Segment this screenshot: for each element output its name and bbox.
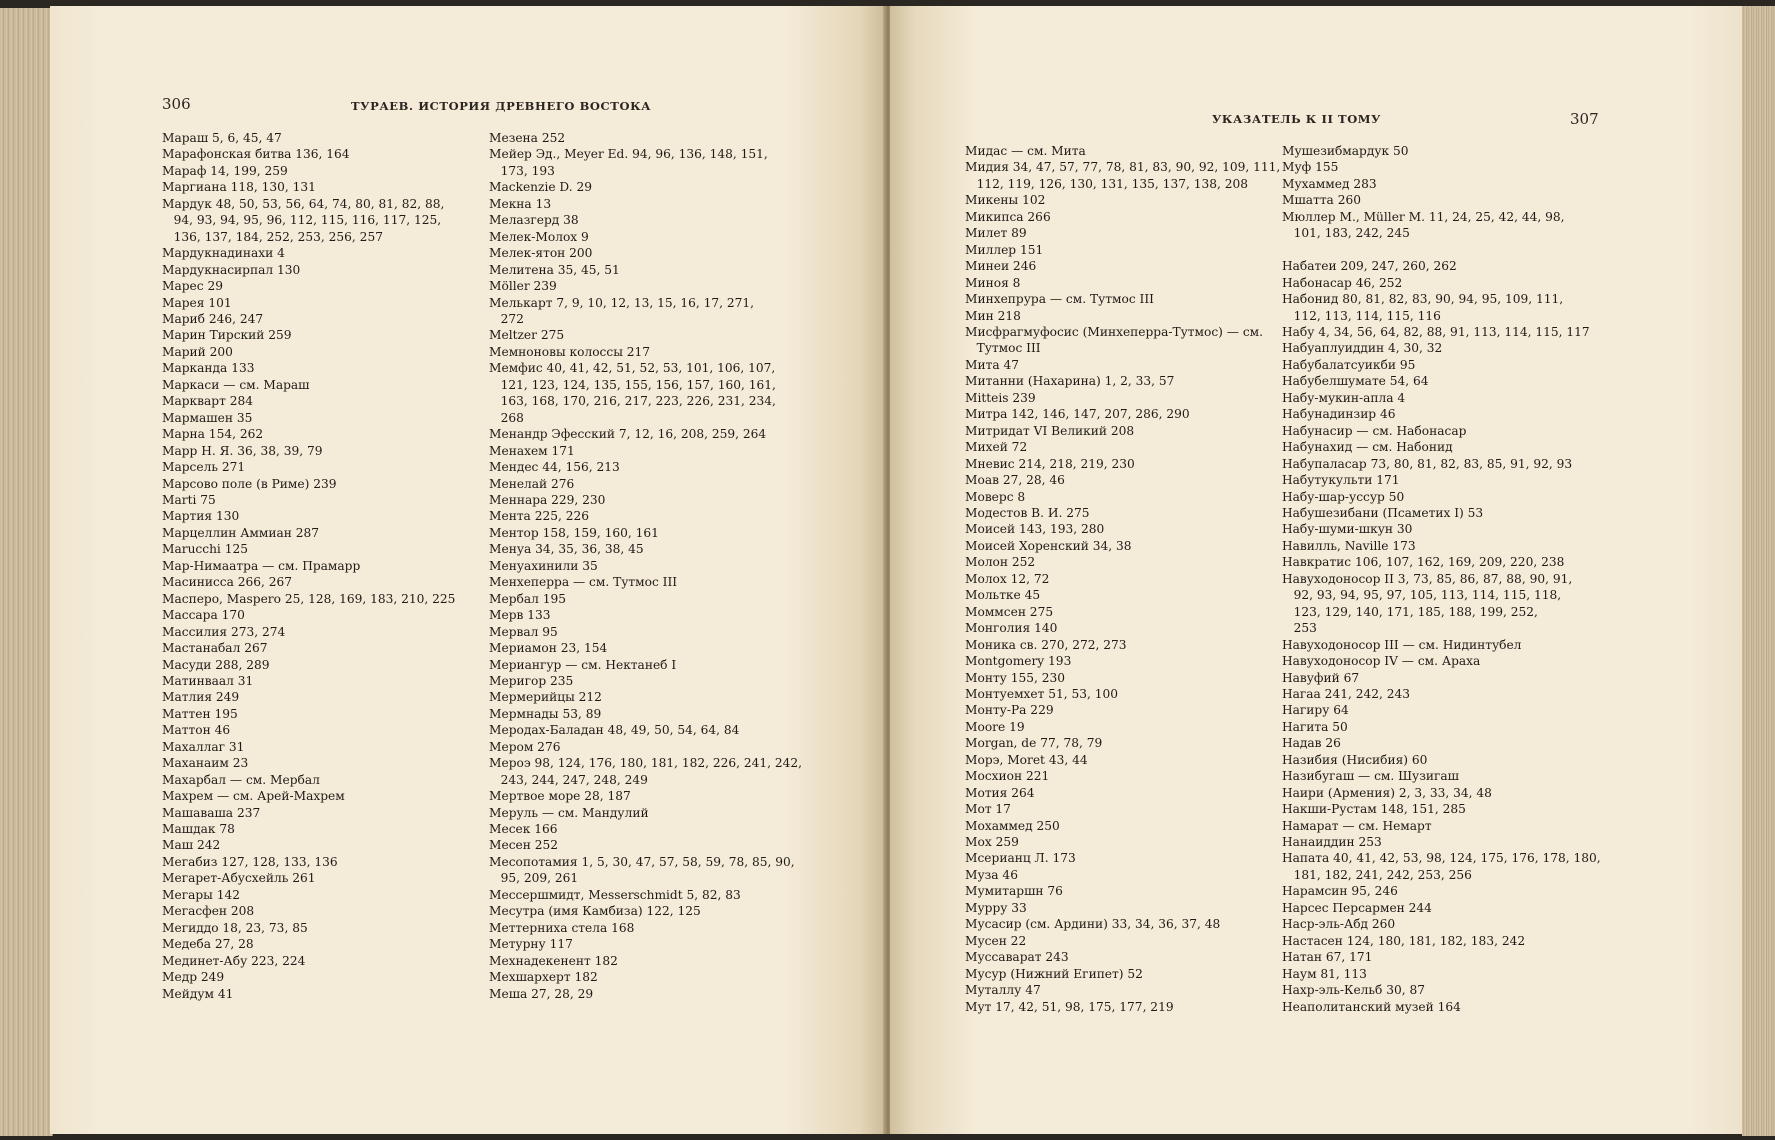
index-entry: Маттен 195 [162, 706, 238, 721]
index-entry: Мертвое море 28, 187 [489, 789, 631, 804]
index-entry: 123, 129, 140, 171, 185, 188, 199, 252, [1282, 604, 1538, 619]
index-entry: Мендес 44, 156, 213 [489, 460, 620, 475]
index-entry: Мегабиз 127, 128, 133, 136 [162, 854, 338, 869]
index-entry: Махаллаг 31 [162, 739, 245, 754]
index-entry: Миллер 151 [965, 242, 1044, 257]
index-entry: Набу-шар-уссур 50 [1282, 489, 1405, 504]
index-entry: Мелитена 35, 45, 51 [489, 262, 620, 277]
index-entry: Навилль, Naville 173 [1282, 538, 1416, 553]
index-entry: Машаваша 237 [162, 805, 261, 820]
page-number: 307 [1570, 110, 1599, 128]
index-entry: Михей 72 [965, 440, 1028, 455]
index-column-right-2 [1282, 143, 1601, 1015]
index-entry: Напата 40, 41, 42, 53, 98, 124, 175, 176, 178, 180, [1282, 851, 1601, 866]
index-entry: Мсерианц Л. 173 [965, 851, 1076, 866]
index-entry: Мариб 246, 247 [162, 311, 264, 326]
index-entry: 173, 193 [489, 163, 555, 178]
index-entry: 243, 244, 247, 248, 249 [489, 772, 648, 787]
index-entry: Моисей 143, 193, 280 [965, 522, 1105, 537]
index-entry: Маханаим 23 [162, 756, 249, 771]
index-entry: Наср-эль-Абд 260 [1282, 917, 1396, 932]
index-entry: Мита 47 [965, 357, 1019, 372]
index-entry: Мермнады 53, 89 [489, 706, 602, 721]
index-entry: Митра 142, 146, 147, 207, 286, 290 [965, 407, 1190, 422]
index-entry: Марр Н. Я. 36, 38, 39, 79 [162, 443, 323, 458]
index-entry: Мусур (Нижний Египет) 52 [965, 966, 1143, 981]
index-entry: Мегарет-Абусхейль 261 [162, 871, 316, 886]
index-entry: Молох 12, 72 [965, 571, 1050, 586]
index-entry: Нагаа 241, 242, 243 [1282, 686, 1410, 701]
index-entry: Мюллер М., Müller M. 11, 24, 25, 42, 44, 98, [1282, 209, 1565, 224]
index-entry: Мут 17, 42, 51, 98, 175, 177, 219 [965, 999, 1174, 1014]
index-entry: Мегары 142 [162, 887, 240, 902]
index-entry: Моммсен 275 [965, 604, 1054, 619]
index-entry: Менахем 171 [489, 443, 575, 458]
index-entry: Муталлу 47 [965, 983, 1041, 998]
index-entry: Мериамон 23, 154 [489, 641, 608, 656]
index-entry: Менуахинили 35 [489, 558, 598, 573]
index-entry: Меродах-Баладан 48, 49, 50, 54, 64, 84 [489, 723, 740, 738]
index-entry: Набу-мукин-апла 4 [1282, 390, 1406, 405]
index-entry: Махрем — см. Арей-Махрем [162, 789, 345, 804]
index-entry: Мот 17 [965, 802, 1011, 817]
index-entry: Мегасфен 208 [162, 904, 255, 919]
running-head: ТУРАЕВ. ИСТОРИЯ ДРЕВНЕГО ВОСТОКА [351, 99, 652, 113]
index-entry: Мардук 48, 50, 53, 56, 64, 74, 80, 81, 82, 88, [162, 196, 445, 211]
index-entry: Мушезибмардук 50 [1282, 144, 1409, 158]
index-entry: Нарамсин 95, 246 [1282, 884, 1398, 899]
index-entry: 272 [489, 311, 524, 326]
index-entry: Мединет-Абу 223, 224 [162, 953, 306, 968]
index-entry: Навуходоносор IV — см. Араха [1282, 654, 1481, 669]
index-entry: Назибугаш — см. Шузигаш [1282, 769, 1459, 784]
index-entry: Marucchi 125 [162, 542, 248, 557]
index-entry: Мастанабал 267 [162, 641, 268, 656]
index-entry: Монту-Ра 229 [965, 703, 1054, 718]
index-entry: Наум 81, 113 [1282, 966, 1367, 981]
index-entry: Нагиру 64 [1282, 703, 1349, 718]
index-entry: Марцеллин Аммиан 287 [162, 525, 320, 540]
index-entry: Набунадинзир 46 [1282, 407, 1396, 422]
index-column-left-2 [489, 130, 802, 1002]
index-entry: Маргиана 118, 130, 131 [162, 180, 316, 195]
index-entry: Мером 276 [489, 739, 561, 754]
index-column-left-1 [162, 130, 455, 1002]
index-entry: Нанаиддин 253 [1282, 835, 1382, 850]
index-entry: Мезена 252 [489, 131, 566, 145]
index-entry: Мессершмидт, Messerschmidt 5, 82, 83 [489, 887, 741, 902]
index-column-right-1 [965, 143, 1280, 1015]
index-entry: Мардукнасирпал 130 [162, 262, 301, 277]
index-entry: Марна 154, 262 [162, 427, 264, 442]
index-entry: Мербал 195 [489, 591, 566, 606]
index-entry: Мисфрагмуфосис (Минхеперра-Тутмос) — см. [965, 324, 1264, 339]
index-entry: Настасен 124, 180, 181, 182, 183, 242 [1282, 933, 1526, 948]
index-entry: Ментор 158, 159, 160, 161 [489, 525, 659, 540]
index-entry: 95, 209, 261 [489, 871, 579, 886]
index-entry: Молон 252 [965, 555, 1036, 570]
index-entry: Мента 225, 226 [489, 509, 589, 524]
index-entry: Мелек-ятон 200 [489, 246, 593, 261]
index-entry: Миноя 8 [965, 275, 1021, 290]
index-entry: 112, 119, 126, 130, 131, 135, 137, 138, 208 [965, 176, 1248, 191]
index-entry: Мероэ 98, 124, 176, 180, 181, 182, 226, 241, 242, [489, 756, 802, 771]
index-entry: Марсово поле (в Риме) 239 [162, 476, 337, 491]
index-entry: 268 [489, 410, 524, 425]
index-entry: Мусен 22 [965, 933, 1027, 948]
index-entry: Мехнадекенент 182 [489, 953, 618, 968]
index-entry: Накши-Рустам 148, 151, 285 [1282, 802, 1466, 817]
index-entry: Неаполитанский музей 164 [1282, 999, 1461, 1014]
index-entry: 94, 93, 94, 95, 96, 112, 115, 116, 117, 125, [162, 213, 442, 228]
index-entry: Матлия 249 [162, 690, 240, 705]
index-entry: Мейдум 41 [162, 986, 234, 1001]
index-entry: Набонасар 46, 252 [1282, 275, 1403, 290]
index-entry: Месен 252 [489, 838, 558, 853]
index-entry: Монтуемхет 51, 53, 100 [965, 686, 1119, 701]
index-entry: Масинисса 266, 267 [162, 575, 293, 590]
index-entry: Меригор 235 [489, 673, 574, 688]
page-number: 306 [162, 95, 191, 113]
running-head: УКАЗАТЕЛЬ К II ТОМУ [1212, 112, 1382, 126]
index-entry: Моника св. 270, 272, 273 [965, 637, 1127, 652]
index-entry: Митанни (Нахарина) 1, 2, 33, 57 [965, 374, 1175, 389]
index-entry: Мольтке 45 [965, 588, 1041, 603]
index-entry: Марафонская битва 136, 164 [162, 147, 350, 162]
index-entry: Мох 259 [965, 835, 1019, 850]
index-entry: Мараш 5, 6, 45, 47 [162, 131, 282, 145]
index-entry: Масуди 288, 289 [162, 657, 270, 672]
index-entry: Минеи 246 [965, 259, 1037, 274]
index-entry: Маркварт 284 [162, 394, 253, 409]
index-entry: Микены 102 [965, 193, 1046, 208]
index-entry: Набупаласар 73, 80, 81, 82, 83, 85, 91, 92, 93 [1282, 456, 1573, 471]
index-entry: Мартия 130 [162, 509, 240, 524]
index-entry: Möller 239 [489, 279, 557, 294]
index-entry: Масперо, Maspero 25, 128, 169, 183, 210, 225 [162, 591, 456, 606]
index-entry: Меша 27, 28, 29 [489, 986, 594, 1001]
left-page [50, 6, 885, 1134]
index-entry: Марканда 133 [162, 361, 255, 376]
index-entry: Набушезибани (Псаметих I) 53 [1282, 505, 1484, 520]
index-entry: Маркаси — см. Мараш [162, 377, 310, 392]
index-entry: 163, 168, 170, 216, 217, 223, 226, 231, 234, [489, 394, 776, 409]
index-entry: Менелай 276 [489, 476, 575, 491]
index-entry: Мехшархерт 182 [489, 970, 598, 985]
index-entry: Менуа 34, 35, 36, 38, 45 [489, 542, 644, 557]
index-entry: Набунахид — см. Набонид [1282, 440, 1453, 455]
right-page [890, 6, 1742, 1134]
index-entry: Мухаммед 283 [1282, 176, 1377, 191]
index-entry: Мелек-Молох 9 [489, 229, 589, 244]
page-edges-right [1742, 6, 1775, 1136]
index-entry: Набонид 80, 81, 82, 83, 90, 94, 95, 109, 111, [1282, 292, 1564, 307]
index-entry: Медр 249 [162, 970, 225, 985]
index-entry: Моав 27, 28, 46 [965, 473, 1065, 488]
index-entry: Мелькарт 7, 9, 10, 12, 13, 15, 16, 17, 271, [489, 295, 755, 310]
index-entry: Набутукульти 171 [1282, 473, 1400, 488]
index-entry: Метурну 117 [489, 937, 573, 952]
index-entry: Мохаммед 250 [965, 818, 1060, 833]
index-entry: Массара 170 [162, 608, 245, 623]
index-entry: Mackenzie D. 29 [489, 180, 593, 195]
index-entry: Муф 155 [1282, 160, 1339, 175]
index-entry: Marti 75 [162, 492, 216, 507]
index-entry: Моисей Хоренский 34, 38 [965, 538, 1132, 553]
index-entry: Мневис 214, 218, 219, 230 [965, 456, 1135, 471]
index-entry: Машдак 78 [162, 822, 235, 837]
index-entry: 181, 182, 241, 242, 253, 256 [1282, 867, 1472, 882]
index-entry: Муза 46 [965, 867, 1018, 882]
index-entry: Маш 242 [162, 838, 221, 853]
index-entry: Мерв 133 [489, 608, 551, 623]
index-entry: Монголия 140 [965, 621, 1058, 636]
index-entry: Намарат — см. Немарт [1282, 818, 1432, 833]
index-entry: Мар-Нимаатра — см. Прамарр [162, 558, 361, 573]
index-entry: Марий 200 [162, 344, 233, 359]
index-entry: Марес 29 [162, 279, 223, 294]
index-entry: Мидас — см. Мита [965, 144, 1086, 158]
index-entry [1282, 242, 1601, 258]
index-entry: Массилия 273, 274 [162, 624, 286, 639]
index-entry: Муссаварат 243 [965, 950, 1069, 965]
index-entry: Мусасир (см. Ардини) 33, 34, 36, 37, 48 [965, 917, 1221, 932]
index-entry: 92, 93, 94, 95, 97, 105, 113, 114, 115, 118, [1282, 588, 1562, 603]
index-entry: Meltzer 275 [489, 328, 565, 343]
index-entry: Мейер Эд., Meyer Ed. 94, 96, 136, 148, 151, [489, 147, 768, 162]
index-entry: Moore 19 [965, 719, 1025, 734]
index-entry: Меттерниха стела 168 [489, 920, 635, 935]
index-entry: Месек 166 [489, 822, 558, 837]
index-entry: Меннара 229, 230 [489, 492, 606, 507]
index-entry: Милет 89 [965, 226, 1027, 241]
index-entry: Мосхион 221 [965, 769, 1050, 784]
index-entry: Модестов В. И. 275 [965, 505, 1090, 520]
index-entry: Навуфий 67 [1282, 670, 1360, 685]
index-entry: Мин 218 [965, 308, 1021, 323]
index-entry: Натан 67, 171 [1282, 950, 1373, 965]
index-entry: Матинваал 31 [162, 673, 254, 688]
index-entry: Надав 26 [1282, 736, 1341, 751]
index-entry: Марея 101 [162, 295, 232, 310]
index-entry: 136, 137, 184, 252, 253, 256, 257 [162, 229, 383, 244]
index-entry: Morgan, de 77, 78, 79 [965, 736, 1103, 751]
index-entry: Нахр-эль-Кельб 30, 87 [1282, 983, 1426, 998]
index-entry: Мараф 14, 199, 259 [162, 163, 288, 178]
index-entry: Маттон 46 [162, 723, 231, 738]
index-entry: Митридат VI Великий 208 [965, 423, 1135, 438]
index-entry: 112, 113, 114, 115, 116 [1282, 308, 1441, 323]
index-entry: Мериангур — см. Нектанеб I [489, 657, 677, 672]
index-entry: Набубелшумате 54, 64 [1282, 374, 1429, 389]
index-entry: Мардукнадинахи 4 [162, 246, 285, 261]
index-entry: Мемноновы колоссы 217 [489, 344, 651, 359]
index-entry: Мурру 33 [965, 900, 1027, 915]
index-entry: 121, 123, 124, 135, 155, 156, 157, 160, 161, [489, 377, 776, 392]
index-entry: Морэ, Moret 43, 44 [965, 752, 1088, 767]
index-entry: Навуходоносор III — см. Нидинтубел [1282, 637, 1522, 652]
index-entry: Набу-шуми-шкун 30 [1282, 522, 1413, 537]
page-edges-left [0, 8, 53, 1136]
index-entry: Нарсес Персармен 244 [1282, 900, 1432, 915]
index-entry: Мармашен 35 [162, 410, 253, 425]
index-entry: 253 [1282, 621, 1317, 636]
index-entry: Микипса 266 [965, 209, 1051, 224]
index-entry: Меруль — см. Мандулий [489, 805, 649, 820]
index-entry: Марсель 271 [162, 460, 246, 475]
index-entry: Набунасир — см. Набонасар [1282, 423, 1467, 438]
index-entry: Мекна 13 [489, 196, 552, 211]
index-entry: Месопотамия 1, 5, 30, 47, 57, 58, 59, 78, 85, 90, [489, 854, 795, 869]
index-entry: Марин Тирский 259 [162, 328, 292, 343]
index-entry: Набубалатсуикби 95 [1282, 357, 1416, 372]
index-entry: Навуходоносор II 3, 73, 85, 86, 87, 88, 90, 91, [1282, 571, 1573, 586]
index-entry: Мшатта 260 [1282, 193, 1361, 208]
index-entry: Мумитаршн 76 [965, 884, 1063, 899]
index-entry: Назибия (Нисибия) 60 [1282, 752, 1428, 767]
index-entry: Мелазгерд 38 [489, 213, 579, 228]
index-entry: Монту 155, 230 [965, 670, 1065, 685]
index-entry: Мегиддо 18, 23, 73, 85 [162, 920, 308, 935]
index-entry: Минхепрура — см. Тутмос III [965, 292, 1154, 307]
index-entry: Мидия 34, 47, 57, 77, 78, 81, 83, 90, 92, 109, 111, [965, 160, 1281, 175]
index-entry: Махарбал — см. Мербал [162, 772, 320, 787]
index-entry: Набуаплуиддин 4, 30, 32 [1282, 341, 1443, 356]
index-entry: Мотия 264 [965, 785, 1035, 800]
index-entry: Мермерийцы 212 [489, 690, 602, 705]
index-entry: Навкратис 106, 107, 162, 169, 209, 220, 238 [1282, 555, 1565, 570]
index-entry: Наири (Армения) 2, 3, 33, 34, 48 [1282, 785, 1492, 800]
index-entry: Mitteis 239 [965, 390, 1036, 405]
index-entry: Тутмос III [965, 341, 1041, 356]
index-entry: Нагита 50 [1282, 719, 1348, 734]
index-entry: Набатеи 209, 247, 260, 262 [1282, 259, 1457, 274]
index-entry: Медеба 27, 28 [162, 937, 254, 952]
index-entry: 101, 183, 242, 245 [1282, 226, 1410, 241]
index-entry: Месутра (имя Камбиза) 122, 125 [489, 904, 701, 919]
index-entry: Менандр Эфесский 7, 12, 16, 208, 259, 264 [489, 427, 767, 442]
index-entry: Набу 4, 34, 56, 64, 82, 88, 91, 113, 114, 115, 117 [1282, 324, 1590, 339]
index-entry: Менхеперра — см. Тутмос III [489, 575, 678, 590]
index-entry: Мервал 95 [489, 624, 558, 639]
index-entry: Моверс 8 [965, 489, 1026, 504]
index-entry: Мемфис 40, 41, 42, 51, 52, 53, 101, 106, 107, [489, 361, 776, 376]
index-entry: Montgomery 193 [965, 654, 1072, 669]
